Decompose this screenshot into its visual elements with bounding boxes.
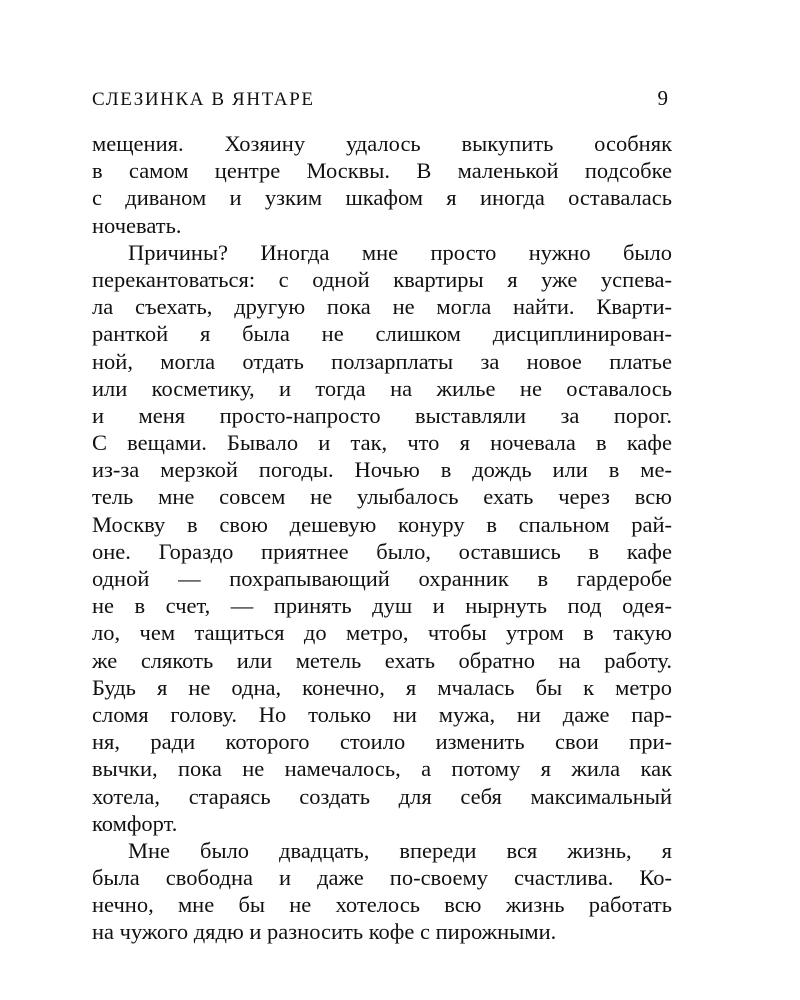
text-line: ранткой я была не слишком дисциплинирован-: [92, 321, 672, 347]
text-line: в самом центре Москвы. В маленькой подсобке: [92, 158, 672, 184]
book-page: [92, 86, 672, 946]
text-line: из-за мерзкой погоды. Ночью в дождь или в ме-: [92, 457, 672, 483]
text-line: Мне было двадцать, впереди вся жизнь, я: [128, 837, 672, 863]
paragraph: [92, 837, 672, 946]
text-line: была свободна и даже по-своему счастлива. Ко-: [92, 865, 672, 891]
text-line: с диваном и узким шкафом я иногда оставалась: [92, 185, 672, 211]
text-line: ня, ради которого стоило изменить свои при-: [92, 729, 672, 755]
text-line: сломя голову. Но только ни мужа, ни даже пар-: [92, 701, 672, 727]
text-line: ночевать.: [92, 212, 182, 238]
text-line: Москву в свою дешевую конуру в спальном рай-: [92, 511, 672, 537]
running-header: [92, 86, 672, 116]
body-text: [92, 130, 672, 946]
text-line: мещения. Хозяину удалось выкупить особняк: [92, 131, 672, 156]
text-line: С вещами. Бывало и так, что я ночевала в кафе: [92, 430, 672, 456]
paragraph: [92, 239, 672, 837]
text-line: ной, могла отдать ползарплаты за новое платье: [92, 348, 672, 374]
text-line: перекантоваться: с одной квартиры я уже успева-: [92, 266, 672, 292]
text-line: ла съехать, другую пока не могла найти. Кварти-: [92, 294, 672, 320]
text-line: оне. Гораздо приятнее было, оставшись в кафе: [92, 538, 672, 564]
text-line: и меня просто-напросто выставляли за порог.: [92, 402, 672, 428]
text-line: Будь я не одна, конечно, я мчалась бы к метро: [92, 674, 672, 700]
text-line: тель мне совсем не улыбалось ехать через всю: [92, 484, 672, 510]
text-line: на чужого дядю и разносить кофе с пирожными.: [92, 919, 557, 945]
text-line: не в счет, — принять душ и нырнуть под одея-: [92, 593, 672, 619]
page-number: 9: [657, 86, 668, 110]
book-title: СЛЕЗИНКА В ЯНТАРЕ: [92, 89, 315, 110]
text-line: одной — похрапывающий охранник в гардеробе: [92, 566, 672, 591]
text-line: нечно, мне бы не хотелось всю жизнь работать: [92, 892, 672, 918]
text-line: или косметику, и тогда на жилье не оставалось: [92, 375, 672, 401]
text-line: комфорт.: [92, 810, 178, 836]
paragraph: [92, 130, 672, 239]
text-line: хотела, стараясь создать для себя максимальный: [92, 783, 672, 809]
text-line: же слякоть или метель ехать обратно на работу.: [92, 647, 672, 673]
text-line: ло, чем тащиться до метро, чтобы утром в такую: [92, 620, 672, 646]
text-line: Причины? Иногда мне просто нужно было: [128, 239, 672, 265]
text-line: вычки, пока не намечалось, а потому я жила как: [92, 756, 672, 782]
